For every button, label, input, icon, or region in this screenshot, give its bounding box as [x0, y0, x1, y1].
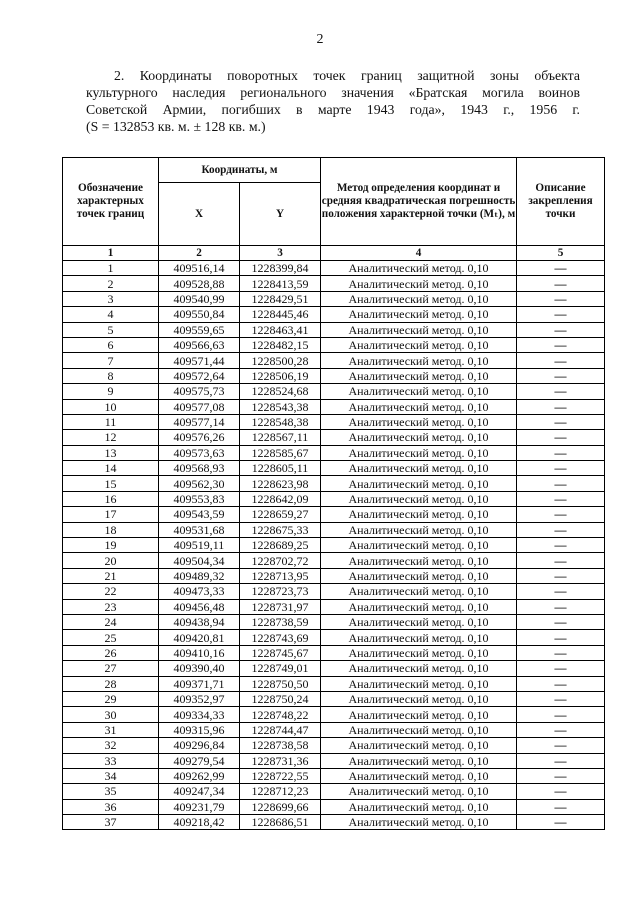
x-coordinate-cell: 409576,26: [159, 430, 240, 445]
method-cell: Аналитический метод. 0,10: [321, 645, 517, 660]
point-number-cell: 6: [63, 337, 159, 352]
y-coordinate-cell: 1228738,58: [240, 738, 321, 753]
table-row: [63, 784, 605, 799]
point-number-cell: 20: [63, 553, 159, 568]
y-coordinate-cell: 1228702,72: [240, 553, 321, 568]
method-cell: Аналитический метод. 0,10: [321, 261, 517, 276]
fixing-description-cell: —: [517, 599, 605, 614]
y-coordinate-cell: 1228482,15: [240, 337, 321, 352]
y-coordinate-cell: 1228731,36: [240, 753, 321, 768]
fixing-description-cell: —: [517, 384, 605, 399]
point-number-cell: 30: [63, 707, 159, 722]
fixing-description-cell: —: [517, 353, 605, 368]
point-number-cell: 26: [63, 645, 159, 660]
x-coordinate-cell: 409568,93: [159, 461, 240, 476]
point-number-cell: 5: [63, 322, 159, 337]
fixing-description-cell: —: [517, 707, 605, 722]
x-coordinate-cell: 409371,71: [159, 676, 240, 691]
method-cell: Аналитический метод. 0,10: [321, 491, 517, 506]
table-row: [63, 722, 605, 737]
method-cell: Аналитический метод. 0,10: [321, 522, 517, 537]
method-cell: Аналитический метод. 0,10: [321, 722, 517, 737]
y-coordinate-cell: 1228749,01: [240, 661, 321, 676]
table-row: [63, 522, 605, 537]
fixing-description-cell: —: [517, 538, 605, 553]
fixing-description-cell: —: [517, 368, 605, 383]
y-coordinate-cell: 1228605,11: [240, 461, 321, 476]
y-coordinate-cell: 1228744,47: [240, 722, 321, 737]
x-coordinate-cell: 409456,48: [159, 599, 240, 614]
y-coordinate-cell: 1228722,55: [240, 768, 321, 783]
method-cell: Аналитический метод. 0,10: [321, 661, 517, 676]
x-coordinate-cell: 409504,34: [159, 553, 240, 568]
method-cell: Аналитический метод. 0,10: [321, 368, 517, 383]
fixing-description-cell: —: [517, 507, 605, 522]
header-coordinates: Координаты, м: [159, 158, 321, 183]
fixing-description-cell: —: [517, 553, 605, 568]
y-coordinate-cell: 1228750,24: [240, 691, 321, 706]
fixing-description-cell: —: [517, 799, 605, 814]
y-coordinate-cell: 1228524,68: [240, 384, 321, 399]
y-coordinate-cell: 1228585,67: [240, 445, 321, 460]
x-coordinate-cell: 409573,63: [159, 445, 240, 460]
x-coordinate-cell: 409531,68: [159, 522, 240, 537]
point-number-cell: 16: [63, 491, 159, 506]
table-row: [63, 538, 605, 553]
x-coordinate-cell: 409438,94: [159, 614, 240, 629]
method-cell: Аналитический метод. 0,10: [321, 815, 517, 830]
point-number-cell: 12: [63, 430, 159, 445]
fixing-description-cell: —: [517, 399, 605, 414]
method-cell: Аналитический метод. 0,10: [321, 399, 517, 414]
fixing-description-cell: —: [517, 476, 605, 491]
method-cell: Аналитический метод. 0,10: [321, 430, 517, 445]
method-cell: Аналитический метод. 0,10: [321, 291, 517, 306]
fixing-description-cell: —: [517, 461, 605, 476]
y-coordinate-cell: 1228399,84: [240, 261, 321, 276]
point-number-cell: 34: [63, 768, 159, 783]
fixing-description-cell: —: [517, 676, 605, 691]
table-row: [63, 661, 605, 676]
header-fixing-description: Описание закрепления точки: [517, 158, 605, 246]
table-row: [63, 676, 605, 691]
x-coordinate-cell: 409550,84: [159, 307, 240, 322]
x-coordinate-cell: 409543,59: [159, 507, 240, 522]
y-coordinate-cell: 1228689,25: [240, 538, 321, 553]
fixing-description-cell: —: [517, 307, 605, 322]
x-coordinate-cell: 409577,14: [159, 414, 240, 429]
header-method: Метод определения координат и средняя квадратическая погрешность положения характерной точки (Mₜ), м: [321, 158, 517, 246]
x-coordinate-cell: 409528,88: [159, 276, 240, 291]
method-cell: Аналитический метод. 0,10: [321, 614, 517, 629]
fixing-description-cell: —: [517, 291, 605, 306]
table-row: [63, 430, 605, 445]
y-coordinate-cell: 1228429,51: [240, 291, 321, 306]
point-number-cell: 7: [63, 353, 159, 368]
x-coordinate-cell: 409315,96: [159, 722, 240, 737]
point-number-cell: 11: [63, 414, 159, 429]
table-body: [63, 261, 605, 830]
table-row: [63, 445, 605, 460]
table-row: [63, 707, 605, 722]
x-coordinate-cell: 409562,30: [159, 476, 240, 491]
x-coordinate-cell: 409553,83: [159, 491, 240, 506]
table-row: [63, 614, 605, 629]
fixing-description-cell: —: [517, 753, 605, 768]
x-coordinate-cell: 409420,81: [159, 630, 240, 645]
x-coordinate-cell: 409262,99: [159, 768, 240, 783]
table-row: [63, 645, 605, 660]
intro-line-4: (S = 132853 кв. м. ± 128 кв. м.): [86, 119, 266, 134]
point-number-cell: 37: [63, 815, 159, 830]
column-number: 3: [240, 246, 321, 261]
fixing-description-cell: —: [517, 261, 605, 276]
point-number-cell: 19: [63, 538, 159, 553]
table-row: [63, 261, 605, 276]
method-cell: Аналитический метод. 0,10: [321, 768, 517, 783]
header-point-designation: Обозначение характерных точек границ: [63, 158, 159, 246]
method-cell: Аналитический метод. 0,10: [321, 799, 517, 814]
point-number-cell: 27: [63, 661, 159, 676]
table-row: [63, 491, 605, 506]
method-cell: Аналитический метод. 0,10: [321, 476, 517, 491]
table-row: [63, 353, 605, 368]
method-cell: Аналитический метод. 0,10: [321, 414, 517, 429]
y-coordinate-cell: 1228623,98: [240, 476, 321, 491]
point-number-cell: 10: [63, 399, 159, 414]
x-coordinate-cell: 409352,97: [159, 691, 240, 706]
x-coordinate-cell: 409334,33: [159, 707, 240, 722]
x-coordinate-cell: 409279,54: [159, 753, 240, 768]
point-number-cell: 31: [63, 722, 159, 737]
fixing-description-cell: —: [517, 738, 605, 753]
intro-line-3: Советской Армии, погибших в марте 1943 года», 1943 г., 1956 г.: [86, 102, 580, 117]
method-cell: Аналитический метод. 0,10: [321, 691, 517, 706]
table-row: [63, 368, 605, 383]
point-number-cell: 25: [63, 630, 159, 645]
point-number-cell: 32: [63, 738, 159, 753]
fixing-description-cell: —: [517, 568, 605, 583]
point-number-cell: 2: [63, 276, 159, 291]
x-coordinate-cell: 409296,84: [159, 738, 240, 753]
point-number-cell: 1: [63, 261, 159, 276]
coordinates-table: [62, 157, 605, 830]
fixing-description-cell: —: [517, 691, 605, 706]
x-coordinate-cell: 409231,79: [159, 799, 240, 814]
table-row: [63, 276, 605, 291]
table-row: [63, 738, 605, 753]
table-row: [63, 307, 605, 322]
fixing-description-cell: —: [517, 645, 605, 660]
x-coordinate-cell: 409516,14: [159, 261, 240, 276]
point-number-cell: 36: [63, 799, 159, 814]
point-number-cell: 14: [63, 461, 159, 476]
method-cell: Аналитический метод. 0,10: [321, 753, 517, 768]
method-cell: Аналитический метод. 0,10: [321, 676, 517, 691]
fixing-description-cell: —: [517, 337, 605, 352]
fixing-description-cell: —: [517, 414, 605, 429]
point-number-cell: 4: [63, 307, 159, 322]
page-number: 2: [316, 32, 324, 47]
table-row: [63, 476, 605, 491]
table-row: [63, 630, 605, 645]
method-cell: Аналитический метод. 0,10: [321, 384, 517, 399]
table-row: [63, 553, 605, 568]
y-coordinate-cell: 1228712,23: [240, 784, 321, 799]
method-cell: Аналитический метод. 0,10: [321, 584, 517, 599]
table-row: [63, 799, 605, 814]
fixing-description-cell: —: [517, 815, 605, 830]
fixing-description-cell: —: [517, 784, 605, 799]
method-cell: Аналитический метод. 0,10: [321, 784, 517, 799]
y-coordinate-cell: 1228723,73: [240, 584, 321, 599]
y-coordinate-cell: 1228675,33: [240, 522, 321, 537]
x-coordinate-cell: 409473,33: [159, 584, 240, 599]
intro-paragraph: [86, 67, 580, 135]
fixing-description-cell: —: [517, 322, 605, 337]
y-coordinate-cell: 1228659,27: [240, 507, 321, 522]
header-x: X: [159, 183, 240, 246]
point-number-cell: 18: [63, 522, 159, 537]
x-coordinate-cell: 409566,63: [159, 337, 240, 352]
table-row: [63, 753, 605, 768]
y-coordinate-cell: 1228750,50: [240, 676, 321, 691]
method-cell: Аналитический метод. 0,10: [321, 276, 517, 291]
method-cell: Аналитический метод. 0,10: [321, 538, 517, 553]
fixing-description-cell: —: [517, 522, 605, 537]
x-coordinate-cell: 409572,64: [159, 368, 240, 383]
y-coordinate-cell: 1228743,69: [240, 630, 321, 645]
intro-line-1: 2. Координаты поворотных точек границ защитной зоны объекта: [114, 68, 580, 83]
x-coordinate-cell: 409390,40: [159, 661, 240, 676]
method-cell: Аналитический метод. 0,10: [321, 445, 517, 460]
method-cell: Аналитический метод. 0,10: [321, 337, 517, 352]
method-cell: Аналитический метод. 0,10: [321, 568, 517, 583]
table-row: [63, 322, 605, 337]
y-coordinate-cell: 1228748,22: [240, 707, 321, 722]
table-row: [63, 384, 605, 399]
point-number-cell: 21: [63, 568, 159, 583]
y-coordinate-cell: 1228548,38: [240, 414, 321, 429]
x-coordinate-cell: 409571,44: [159, 353, 240, 368]
point-number-cell: 9: [63, 384, 159, 399]
fixing-description-cell: —: [517, 430, 605, 445]
method-cell: Аналитический метод. 0,10: [321, 507, 517, 522]
method-cell: Аналитический метод. 0,10: [321, 599, 517, 614]
y-coordinate-cell: 1228463,41: [240, 322, 321, 337]
fixing-description-cell: —: [517, 491, 605, 506]
method-cell: Аналитический метод. 0,10: [321, 553, 517, 568]
x-coordinate-cell: 409577,08: [159, 399, 240, 414]
y-coordinate-cell: 1228713,95: [240, 568, 321, 583]
point-number-cell: 23: [63, 599, 159, 614]
y-coordinate-cell: 1228699,66: [240, 799, 321, 814]
table-row: [63, 414, 605, 429]
column-number: 4: [321, 246, 517, 261]
fixing-description-cell: —: [517, 768, 605, 783]
point-number-cell: 8: [63, 368, 159, 383]
column-number: 2: [159, 246, 240, 261]
table-row: [63, 507, 605, 522]
point-number-cell: 3: [63, 291, 159, 306]
point-number-cell: 13: [63, 445, 159, 460]
x-coordinate-cell: 409519,11: [159, 538, 240, 553]
table-row: [63, 584, 605, 599]
fixing-description-cell: —: [517, 722, 605, 737]
point-number-cell: 22: [63, 584, 159, 599]
method-cell: Аналитический метод. 0,10: [321, 630, 517, 645]
y-coordinate-cell: 1228567,11: [240, 430, 321, 445]
point-number-cell: 17: [63, 507, 159, 522]
y-coordinate-cell: 1228686,51: [240, 815, 321, 830]
method-cell: Аналитический метод. 0,10: [321, 707, 517, 722]
method-cell: Аналитический метод. 0,10: [321, 353, 517, 368]
method-cell: Аналитический метод. 0,10: [321, 322, 517, 337]
fixing-description-cell: —: [517, 445, 605, 460]
fixing-description-cell: —: [517, 630, 605, 645]
table-row: [63, 337, 605, 352]
table-row: [63, 691, 605, 706]
x-coordinate-cell: 409247,34: [159, 784, 240, 799]
point-number-cell: 15: [63, 476, 159, 491]
table-row: [63, 461, 605, 476]
intro-line-2: культурного наследия регионального значения «Братская могила воинов: [86, 85, 580, 100]
y-coordinate-cell: 1228413,59: [240, 276, 321, 291]
point-number-cell: 33: [63, 753, 159, 768]
method-cell: Аналитический метод. 0,10: [321, 738, 517, 753]
column-number: 1: [63, 246, 159, 261]
table-row: [63, 599, 605, 614]
method-cell: Аналитический метод. 0,10: [321, 307, 517, 322]
column-number: 5: [517, 246, 605, 261]
y-coordinate-cell: 1228745,67: [240, 645, 321, 660]
x-coordinate-cell: 409559,65: [159, 322, 240, 337]
y-coordinate-cell: 1228543,38: [240, 399, 321, 414]
table-row: [63, 768, 605, 783]
header-y: Y: [240, 183, 321, 246]
x-coordinate-cell: 409489,32: [159, 568, 240, 583]
method-cell: Аналитический метод. 0,10: [321, 461, 517, 476]
y-coordinate-cell: 1228738,59: [240, 614, 321, 629]
table-row: [63, 399, 605, 414]
y-coordinate-cell: 1228500,28: [240, 353, 321, 368]
fixing-description-cell: —: [517, 584, 605, 599]
point-number-cell: 24: [63, 614, 159, 629]
x-coordinate-cell: 409540,99: [159, 291, 240, 306]
x-coordinate-cell: 409410,16: [159, 645, 240, 660]
fixing-description-cell: —: [517, 614, 605, 629]
fixing-description-cell: —: [517, 661, 605, 676]
x-coordinate-cell: 409575,73: [159, 384, 240, 399]
point-number-cell: 29: [63, 691, 159, 706]
point-number-cell: 35: [63, 784, 159, 799]
y-coordinate-cell: 1228642,09: [240, 491, 321, 506]
table-row: [63, 568, 605, 583]
y-coordinate-cell: 1228506,19: [240, 368, 321, 383]
table-row: [63, 291, 605, 306]
y-coordinate-cell: 1228731,97: [240, 599, 321, 614]
y-coordinate-cell: 1228445,46: [240, 307, 321, 322]
fixing-description-cell: —: [517, 276, 605, 291]
table-row: [63, 815, 605, 830]
x-coordinate-cell: 409218,42: [159, 815, 240, 830]
point-number-cell: 28: [63, 676, 159, 691]
